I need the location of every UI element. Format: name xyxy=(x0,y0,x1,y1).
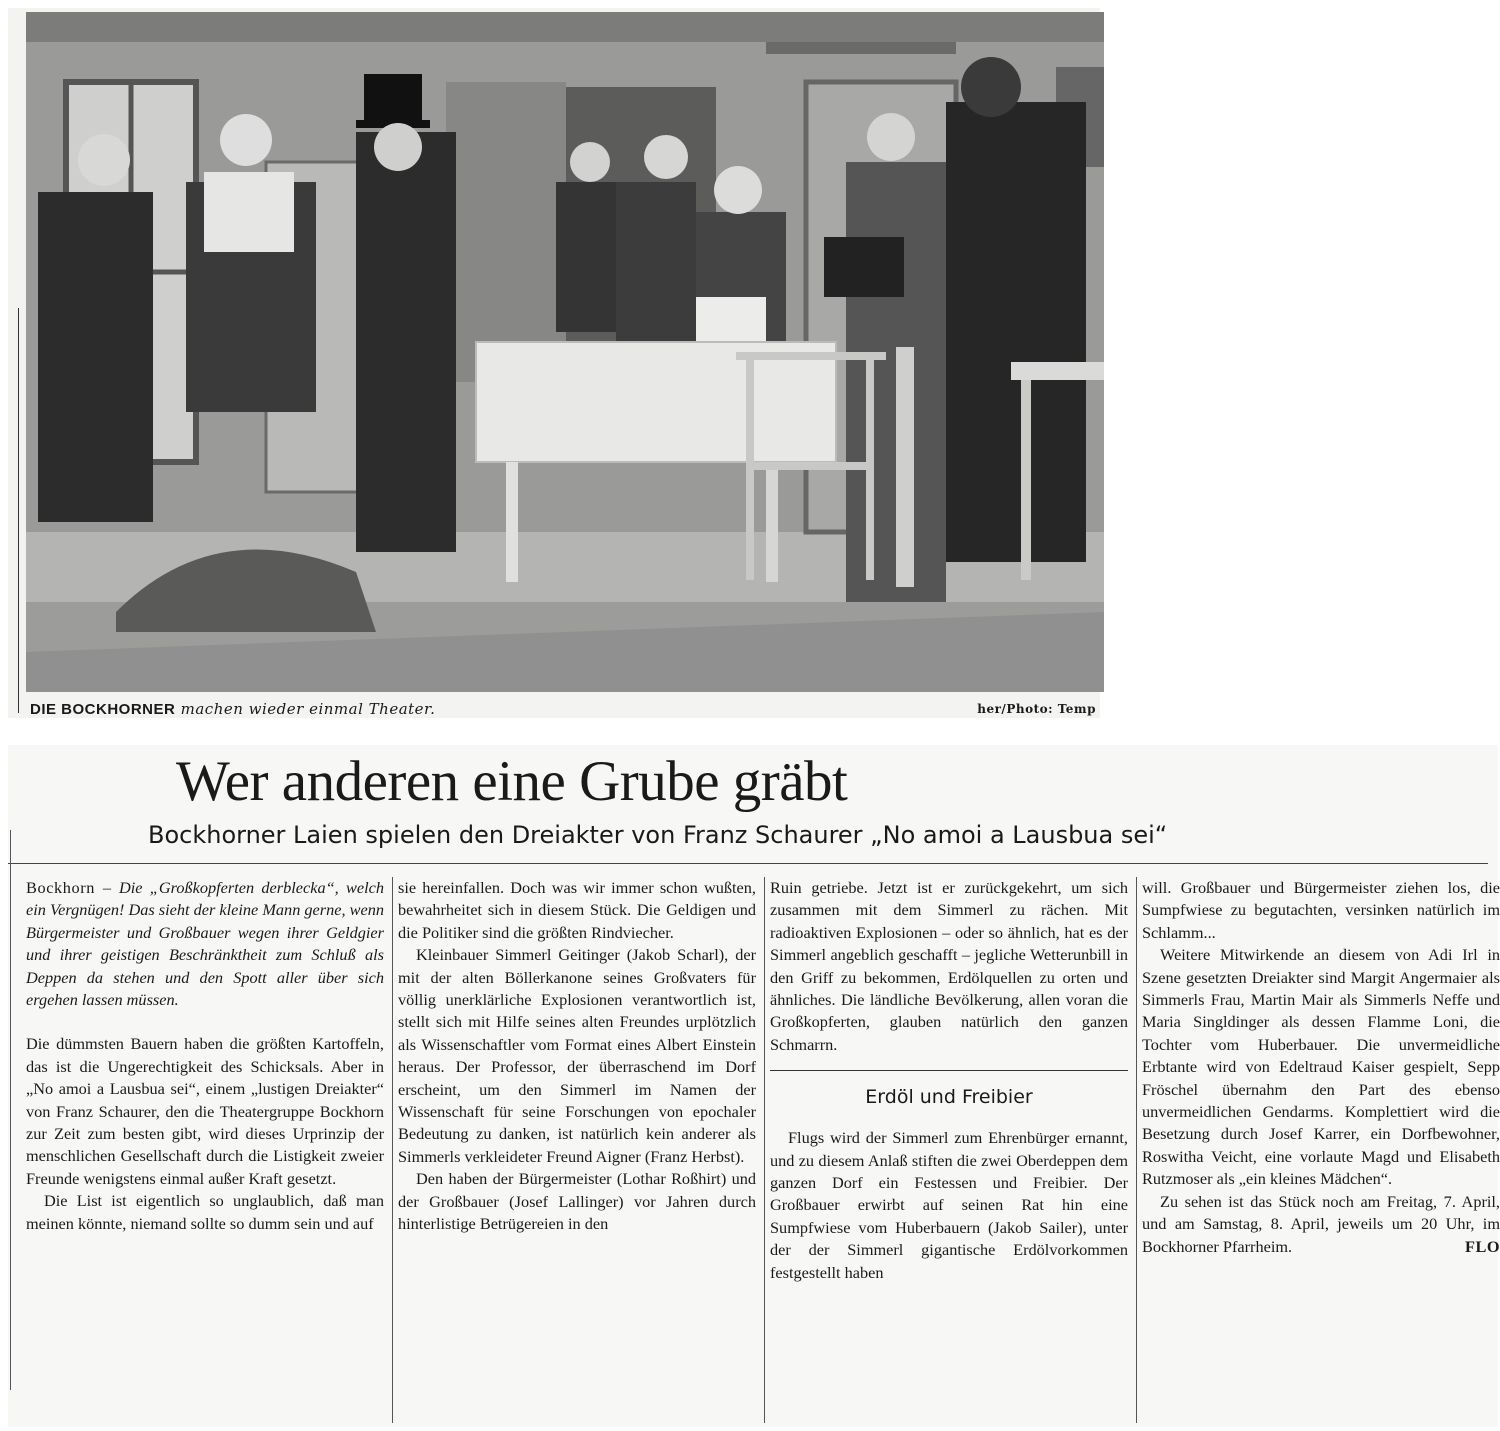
paragraph: will. Großbauer und Bürgermeister ziehen los, die Sumpfwiese zu begutachten, versinken natürlich im Schlamm... xyxy=(1142,878,1500,942)
author-signature: FLO xyxy=(1465,1236,1500,1256)
crosshead-rule xyxy=(770,1070,1128,1071)
theater-photo xyxy=(26,12,1104,692)
column-2 xyxy=(398,877,756,1425)
paragraph: Weitere Mitwirkende an diesem von Adi Irl in Szene gesetzten Dreiakter sind Margit Angermaier als Simmerls Frau, Martin Mair als Simmerls Neffe und Maria Singldinger als dessen Flamme Loni, die Tochter vom Huberbauer. Die unvermeidliche Erbtante wird von Edeltraud Kaiser gespielt, Sepp Fröschel übernahm den Part des ebenso unvermeidlichen Gendarms. Komplettiert wird die Besetzung durch Josef Karrer, ein Dorfbewohner, Roswitha Veicht, eine vorlaute Magd und Elisabeth Rutzmoser als „ein kleines Mädchen“. xyxy=(1142,945,1500,1189)
article xyxy=(8,745,1498,1427)
paragraph: Flugs wird der Simmerl zum Ehrenbürger ernannt, und zu diesem Anlaß stiften die zwei Oberdeppen dem ganzen Dorf ein Festessen und Freibier. Der Großbauer erwirbt auf seinen Rat hin eine Sumpfwiese vom Huberbauern (Jakob Sailer), unter der der Simmerl gigantische Erdölvorkommen festgestellt haben xyxy=(770,1128,1128,1282)
crosshead: Erdöl und Freibier xyxy=(865,1086,1033,1109)
paragraph: Die dümmsten Bauern haben die größten Kartoffeln, das ist die Ungerechtigkeit des Schicksals. Aber in „No amoi a Lausbua sei“, einem „lustigen Dreiakter“ von Franz Schaurer, den die Theatergruppe Bockhorn zur Zeit zum besten gibt, wird dieses Urprinzip der menschlichen Gesellschaft durch die Listigkeit zweier Freunde wenigstens einmal außer Kraft gesetzt. xyxy=(26,1034,384,1188)
column-rule xyxy=(1136,877,1137,1423)
paragraph: sie hereinfallen. Doch was wir immer schon wußten, bewahrheitet sich in diesem Stück. Die Geldigen und die Politiker sind die größten Rindviecher. xyxy=(398,878,756,942)
column-4 xyxy=(1142,877,1500,1425)
caption-lead: DIE BOCKHORNER xyxy=(30,701,176,718)
photo-left-rule xyxy=(18,308,19,713)
paragraph: Den haben der Bürgermeister (Lothar Roßhirt) und der Großbauer (Josef Lallinger) vor Jahren durch hinterlistige Betrügereien in den xyxy=(398,1169,756,1234)
column-1 xyxy=(26,877,384,1425)
lead-text: Die „Großkopferten derblecka“, welch ein Vergnügen! Das sieht der kleine Mann gerne, wenn Bürgermeister und Großbauer wegen ihrer Geldgier und ihrer geistigen Beschränktheit zum Schluß als Deppen da stehen und den Spott aller über sich ergehen lassen müssen. xyxy=(26,878,384,1010)
stage-scene-illustration xyxy=(26,12,1104,692)
caption-text: machen wieder einmal Theater. xyxy=(180,700,436,718)
side-rule xyxy=(10,830,11,1390)
paragraph: Kleinbauer Simmerl Geitinger (Jakob Scharl), der mit der alten Böllerkanone seines Großvaters für völlig unerklärliche Explosionen verantwortlich ist, stellt sich mit Hilfe seines alten Freundes urplötzlich als Wissenschaftler vom Format eines Albert Einstein heraus. Der Professor, der überraschend im Dorf erscheint, um den Simmerl im Namen der Wissenschaft für seine Forschungen von epochaler Bedeutung zu danken, ist natürlich kein anderer als Simmerls verkleideter Freund Aigner (Franz Herbst). xyxy=(398,945,756,1166)
paragraph: Ruin getriebe. Jetzt ist er zurückgekehrt, um sich zusammen mit dem Simmerl zu rächen. Mit radioaktiven Explosionen – oder so ähnlich, hat es der Simmerl angeblich geschafft – jegliche Wetterunbill in den Griff zu bekommen, Erdölquellen zu orten und ähnliches. Die ländliche Bevölkerung, allen voran die Großkopferten, glauben natürlich den ganzen Schmarrn. xyxy=(770,878,1128,1054)
lead-paragraph xyxy=(26,877,384,1011)
column-rule xyxy=(764,877,765,1423)
headline: Wer anderen eine Grube gräbt xyxy=(176,750,848,813)
photo-credit: her/Photo: Temp xyxy=(977,702,1096,716)
column-rule xyxy=(392,877,393,1423)
dateline: Bockhorn – xyxy=(26,878,112,897)
column-3 xyxy=(770,877,1128,1425)
photo-caption xyxy=(30,700,1100,722)
subheadline: Bockhorner Laien spielen den Dreiakter von Franz Schaurer „No amoi a Lausbua sei“ xyxy=(148,821,1168,849)
paragraph: Die List ist eigentlich so unglaublich, daß man meinen könnte, niemand sollte so dumm sein und auf xyxy=(26,1191,384,1233)
paragraph xyxy=(1142,1191,1500,1258)
photo-block xyxy=(8,8,1100,718)
header-rule xyxy=(8,863,1488,864)
closing-text: Zu sehen ist das Stück noch am Freitag, 7. April, und am Samstag, 8. April, jeweils um 20 Uhr, im Bockhorner Pfarrheim. xyxy=(1142,1191,1500,1256)
